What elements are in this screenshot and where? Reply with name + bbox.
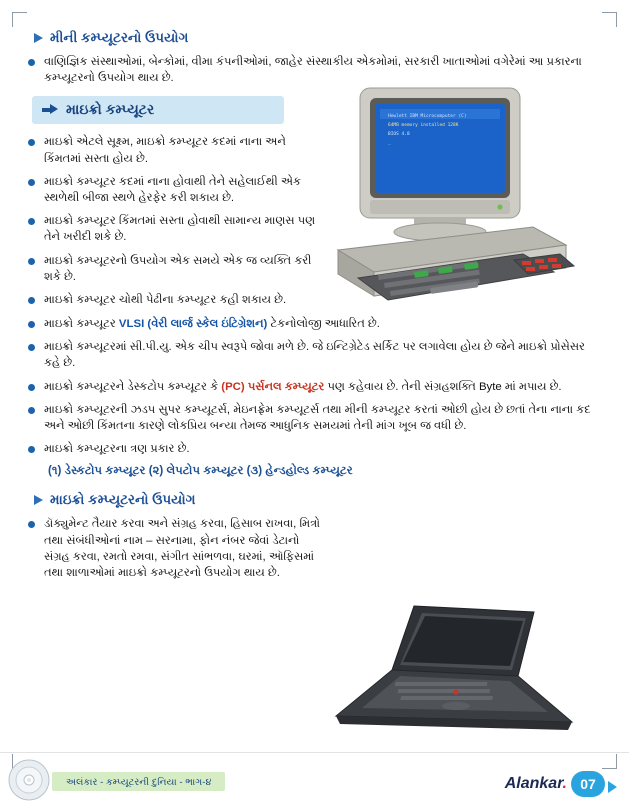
text-post: પણ કહેવાય છે. તેની સંગ્રહશક્તિ Byte માં મપાય છે.	[324, 380, 562, 393]
list-item: માઇક્રો કમ્પ્યૂટરમાં સી.પી.યુ. એક ચીપ સ્વરૂપે જોવા મળે છે. જે ઇન્ટિગ્રેટેડ સર્કિટ પર લગાવેલા હોય છે જેને માઇક્રો પ્રોસેસર કહે છે.	[26, 339, 600, 371]
footer-book-title: અલંકાર - કમ્પ્યૂટરની દુનિયા - ભાગ-૪	[52, 772, 225, 791]
laptop-computer-image	[296, 600, 586, 750]
svg-text:BIOS 4.8: BIOS 4.8	[388, 132, 410, 137]
text-pre: માઇક્રો કમ્પ્યૂટરને ડેસ્કટોપ કમ્પ્યૂટર કે	[44, 380, 222, 393]
list-item: માઇક્રો કમ્પ્યૂટર કદમાં નાના હોવાથી તેને સહેલાઈથી એક સ્થળેથી બીજા સ્થળે હેરફેર કરી શકાય છે.	[26, 174, 322, 206]
heading-text: માઇક્રો કમ્પ્યૂટરનો ઉપયોગ	[50, 492, 196, 508]
heading-micro-computer-usage	[34, 492, 604, 508]
triangle-bullet-icon	[34, 495, 43, 505]
page-content	[26, 30, 604, 588]
list-item: માઇક્રો એટલે સૂક્ષ્મ, માઇક્રો કમ્પ્યૂટર કદમાં નાના અને કિંમતમાં સસ્તા હોય છે.	[26, 134, 322, 166]
list-item: માઇક્રો કમ્પ્યૂટર ચોથી પેઢીના કમ્પ્યૂટર કહી શકાય છે.	[26, 292, 322, 308]
list-item: માઇક્રો કમ્પ્યૂટરનો ઉપયોગ એક સમયે એક જ વ્યક્તિ કરી શકે છે.	[26, 253, 322, 285]
brand-dot: .	[562, 775, 567, 792]
brand-name: Alankar	[504, 775, 563, 792]
heading-text: માઇક્રો કમ્પ્યૂટર	[66, 101, 155, 118]
list-item: માઇક્રો કમ્પ્યૂટરની ઝડપ સુપર કમ્પ્યૂટર્સ, મેઇનફ્રેમ કમ્પ્યૂટર્સ તથા મીની કમ્પ્યૂટર કરતાં ઓછી હોય છે છતાં તેના નાના કદ અને ઓછી કિંમતના કારણે લોકપ્રિય બન્યા તેમજ આધુનિક સમયમાં તેની માંગ ખૂબ જ વધી છે.	[26, 402, 600, 434]
heading-text: મીની કમ્પ્યૂટરનો ઉપયોગ	[50, 30, 189, 45]
svg-text:_: _	[388, 141, 391, 146]
list-item: માઇક્રો કમ્પ્યૂટર કિંમતમાં સસ્તા હોવાથી સામાન્ય માણસ પણ તેને ખરીદી શકે છે.	[26, 213, 322, 245]
micro-points-narrow-list	[26, 134, 322, 308]
keyword-personal-computer: (PC) પર્સનલ કમ્પ્યૂટર	[221, 380, 325, 393]
svg-text:64MB memory installed 128K: 64MB memory installed 128K	[388, 123, 459, 128]
svg-text:Hewlett IBM Microcomputer (C): Hewlett IBM Microcomputer (C)	[388, 114, 467, 119]
micro-types-note: (૧) ડેસ્કટોપ કમ્પ્યૂટર (૨) લેપટોપ કમ્પ્યૂટર (૩) હેન્ડહોલ્ડ કમ્પ્યૂટર	[48, 464, 353, 478]
micro-usage-list	[26, 516, 322, 581]
page-footer	[0, 747, 629, 809]
heading-mini-computer-usage	[34, 30, 604, 46]
micro-points-wide-list	[26, 316, 600, 457]
keyword-vlsi: VLSI (વેરી લાર્જ સ્કેલ ઇંટિગ્રેશન)	[118, 318, 268, 331]
triangle-bullet-icon	[34, 33, 43, 43]
arrow-right-icon	[42, 104, 58, 115]
list-item: વાણિજ્ઞિક સંસ્થાઓમાં, બેન્કોમાં, વીમા કંપનીઓમાં, જાહેર સંસ્થાકીય એકમોમાં, સરકારી ખાતાઓમાં વગેરેમાં આ પ્રકારના કમ્પ્યૂટરનો ઉપયોગ થાય છે.	[26, 54, 600, 86]
mini-usage-list	[26, 54, 600, 86]
list-item	[26, 316, 600, 332]
heading-micro-computer	[32, 96, 284, 124]
brand-logo	[505, 775, 567, 793]
text-post: ટેકનોલોજી આધારિત છે.	[267, 318, 380, 331]
crop-mark-top-left	[12, 12, 27, 27]
page-arrow-icon	[608, 781, 617, 793]
list-item	[26, 379, 600, 395]
cd-disc-icon	[8, 759, 50, 801]
page-number-badge: 07	[571, 771, 605, 797]
list-item: ડૉક્યુમેન્ટ તૈયાર કરવા અને સંગ્રહ કરવા, હિસાબ રાખવા, મિત્રો તથા સંબંધીઓનાં નામ – સરનામા, ફોન નંબર જેવાં ડેટાનો સંગ્રહ કરવા, રમતો રમવા, સંગીત સાંભળવા, ઘરમાં, ઑફિસમાં તથા શાળાઓમાં માઇક્રો કમ્પ્યૂટરનો ઉપયોગ થાય છે.	[26, 516, 322, 581]
list-item: માઇક્રો કમ્પ્યૂટરના ત્રણ પ્રકાર છે.	[26, 441, 600, 457]
text-pre: માઇક્રો કમ્પ્યૂટર	[44, 318, 119, 331]
crop-mark-top-right	[602, 12, 617, 27]
